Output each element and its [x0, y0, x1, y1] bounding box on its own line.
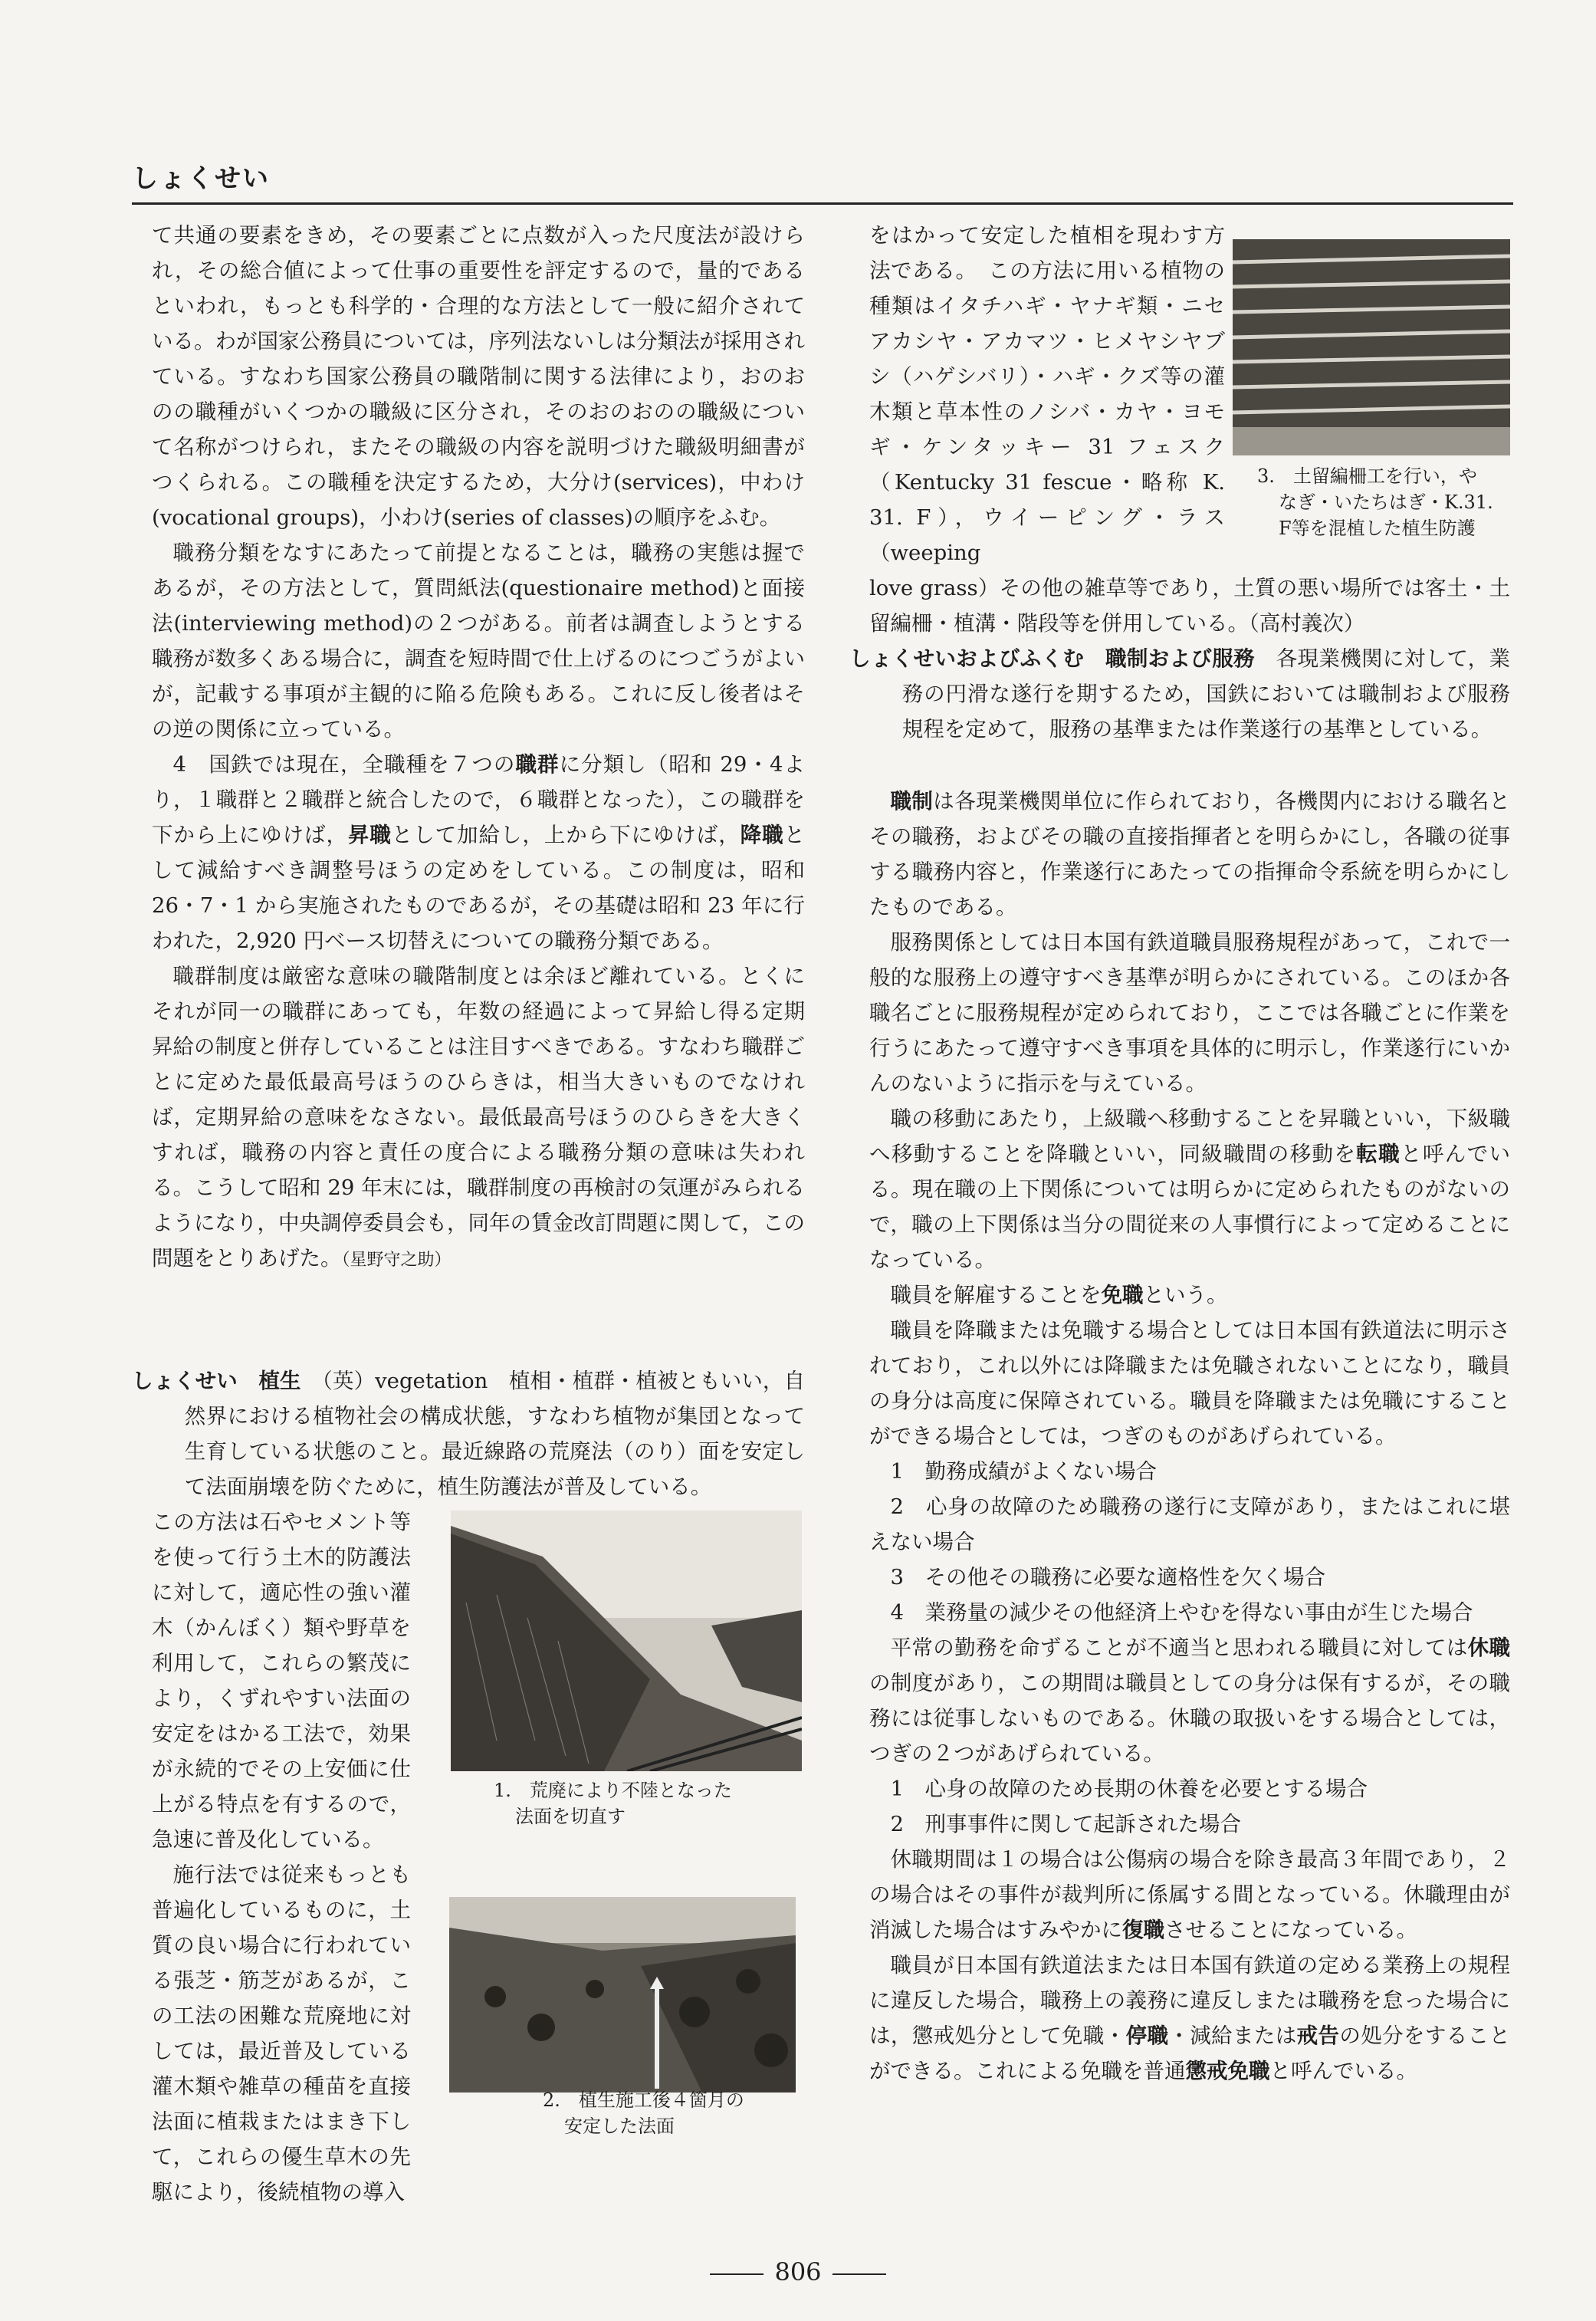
list-item: 2 刑事事件に関して起訴された場合	[890, 1812, 1241, 1836]
entry-headword: しょくせい 植生	[132, 1369, 301, 1393]
list-item: 1 勤務成績がよくない場合	[890, 1459, 1157, 1484]
entry-text: しょくせいおよびふくむ 職制および服務 各現業機関に対して，業務の円滑な遂行を期するため，国鉄においては職制および服務規程を定めて，服務の基準または作業遂行の基準としている。	[849, 646, 1511, 741]
author-credit: （星野守之助）	[341, 1251, 452, 1270]
right-column	[869, 570, 1510, 641]
entry-service	[849, 641, 1510, 747]
entry-text: しょくせい 植生 （英）vegetation 植相・植群・植被ともいい，自然界における植物社会の構成状態，すなわち植物が集団となって生育している状態のこと。最近線路の荒廃法（のり）面を安定して法面崩壊を防ぐために，植生防護法が普及している。	[132, 1369, 806, 1499]
keyword: 職群	[515, 752, 560, 777]
paragraph: 職制は各現業機関単位に作られており，各機関内における職名とその職務，およびその職の直接指揮者とを明らかにし，各職の従事する職務内容と，作業遂行にあたっての指揮命令系統を明らかにしたものである。	[869, 789, 1511, 919]
keyword: 免職	[1101, 1283, 1144, 1307]
paragraph: 職員を降職または免職する場合としては日本国有鉄道法に明示されており，これ以外には降職または免職されないことになり，職員の身分は高度に保障されている。職員を降職または免職にすることができる場合としては，つぎのものがあげられている。	[869, 1318, 1510, 1448]
figure-3-photo	[1233, 239, 1510, 455]
right-column-body	[869, 784, 1510, 2089]
keyword: 昇職	[347, 823, 392, 847]
paragraph: て共通の要素をきめ，その要素ごとに点数が入った尺度法が設けられ，その総合値によって仕事の重要性を評定するので，量的であるといわれ，もっとも科学的・合理的な方法として一般に紹介されている。わが国家公務員については，序列法ないしは分類法が採用されている。すなわち国家公務員の職階制に関する法律により，おのおのの職種がいくつかの職級に区分され，そのおのおのの職級について名称がつけられ，またその職級の内容を説明づけた職級明細書がつくられる。この職種を決定するため，大分け(services)，中わけ(vocational groups)，小わけ(series of classes)の順序をふむ。	[152, 223, 805, 530]
paragraph: love grass）その他の雑草等であり，土質の悪い場所では客土・土留編柵・植溝・階段等を併用している。（高村義次）	[869, 576, 1510, 636]
keyword: 復職	[1122, 1918, 1164, 1942]
left-column	[152, 218, 805, 1278]
right-narrow-column	[869, 218, 1225, 570]
figure-2-caption: 2. 植生施工後４箇月の 安定した法面	[543, 2089, 744, 2137]
header-rule	[132, 202, 1513, 205]
keyword: 懲戒免職	[1185, 2059, 1270, 2083]
entry-headword: しょくせいおよびふくむ 職制および服務	[849, 646, 1255, 671]
keyword: 職制	[890, 789, 934, 814]
paragraph: 職群制度は厳密な意味の職階制度とは余ほど離れている。とくにそれが同一の職群にあっても，年数の経過によって昇給し得る定期昇給の制度と併存していることは注目すべきである。すなわち職群ごとに定めた最低最高号ほうのひらきは，相当大きいものでなければ，定期昇給の意味をなさない。最低最高号ほうのひらきを大きくすれば，職務の内容と責任の度合による職務分類の意味は失われる。こうして昭和 29 年末には，職群制度の再検討の気運がみられるようになり，中央調停委員会も，同年の賃金改訂問題に関して，この問題をとりあげた。（星野守之助）	[152, 964, 805, 1271]
figure-3-caption: 3. 土留編柵工を行い，や なぎ・いたちはぎ・K.31. F等を混植した植生防護	[1257, 465, 1493, 539]
keyword: 降職	[740, 823, 784, 847]
figure-1-photo	[451, 1511, 802, 1771]
keyword: 休職	[1467, 1636, 1511, 1660]
paragraph: 職員が日本国有鉄道法または日本国有鉄道の定める業務上の規程に違反した場合，職務上の義務に違反しまたは職務を怠った場合には，懲戒処分として免職・停職・減給または戒告の処分をすることができる。これによる免職を普通懲戒免職と呼んでいる。	[869, 1953, 1511, 2083]
terraced-slope-photo	[1233, 239, 1510, 455]
paragraph: 休職期間は１の場合は公傷病の場合を除き最高３年間であり，２の場合はその事件が裁判所に係属する間となっている。休職理由が消滅した場合はすみやかに復職させることになっている。	[869, 1847, 1510, 1942]
paragraph: 職の移動にあたり，上級職へ移動することを昇職といい，下級職へ移動することを降職といい，同級職間の移動を転職と呼んでいる。現在職の上下関係については明らかに定められたものがないので，職の上下関係は当分の間従来の人事慣行によって定めることになっている。	[869, 1106, 1510, 1272]
paragraph: 職務分類をなすにあたって前提となることは，職務の実態は握であるが，その方法として，質問紙法(questionaire method)と面接法(interviewing method)の２つがある。前者は調査しようとする職務が数多くある場合に，調査を短時間で仕上げるのにつごうがよいが，記載する事項が主観的に陥る危険もある。これに反し後者はその逆の関係に立っている。	[152, 541, 805, 741]
paragraph: 服務関係としては日本国有鉄道職員服務規程があって，これで一般的な服務上の遵守すべき基準が明らかにされている。このほか各職名ごとに服務規程が定められており，ここでは各職ごとに作業を行うにあたって遵守すべき事項を具体的に明示し，作業遂行にいかんのないように指示を与えている。	[869, 930, 1510, 1096]
page-number: 806	[0, 2254, 1596, 2290]
page-header: しょくせい	[132, 163, 270, 194]
figure-1-caption: 1. 荒廃により不陸となった 法面を切直す	[494, 1780, 732, 1827]
keyword: 戒告	[1296, 2023, 1340, 2048]
list-item: 2 心身の故障のため職務の遂行に支障があり，またはこれに堪えない場合	[869, 1494, 1510, 1554]
vegetated-slope-photo	[449, 1897, 796, 2093]
keyword: 転職	[1356, 1142, 1401, 1166]
list-item: 4 業務量の減少その他経済上やむを得ない事由が生じた場合	[890, 1600, 1473, 1625]
paragraph: 平常の勤務を命ずることが不適当と思われる職員に対しては休職の制度があり，この期間は職員としての身分は保有するが，その職務には従事しないものである。休職の取扱いをする場合としては，つぎの２つがあげられている。	[869, 1636, 1511, 1766]
paragraph: 職員を解雇することを免職という。	[890, 1283, 1228, 1307]
left-narrow-column	[152, 1504, 411, 2210]
paragraph: この方法は石やセメント等を使って行う土木的防護法に対して，適応性の強い灌木（かんぼく）類や野草を利用して，これらの繁茂により，くずれやすい法面の安定をはかる工法で，効果が永続的でその上安価に仕上がる特点を有するので，急速に普及化している。	[152, 1510, 411, 1852]
entry-vegetation	[132, 1363, 805, 1504]
slope-photo	[451, 1511, 802, 1771]
list-item: 1 心身の故障のため長期の休養を必要とする場合	[890, 1777, 1368, 1801]
keyword: 停職	[1125, 2023, 1169, 2048]
paragraph: 施行法では従来もっとも普遍化しているものに，土質の良い場合に行われている張芝・筋芝があるが，この工法の困難な荒廃地に対しては，最近普及している灌木類や雑草の種苗を直接法面に植栽またはまき下して，これらの優生草木の先駆により，後続植物の導入	[152, 1862, 411, 2204]
paragraph: 4 国鉄では現在，全職種を７つの職群に分類し（昭和 29・4より，１職群と２職群と統合したので，６職群となった），この職群を下から上にゆけば，昇職として加給し，上から下にゆけば，降職として減給すべき調整号ほうの定めをしている。この制度は，昭和 26・7・1 から実施されたものであるが，その基礎は昭和 23 年に行われた，2,920 円ベース切替えについての職務分類である。	[152, 752, 806, 953]
figure-2-photo	[449, 1897, 796, 2093]
list-item: 3 その他その職務に必要な適格性を欠く場合	[890, 1565, 1325, 1590]
paragraph: をはかって安定した植相を現わす方法である。 この方法に用いる植物の種類はイタチハギ・ヤナギ類・ニセアカシヤ・アカマツ・ヒメヤシヤブシ（ハゲシバリ）・ハギ・クズ等の灌木類と草本性のノシバ・カヤ・ヨモギ・ケンタッキー 31 フェスク（Kentucky 31 fescue・略称 K. 31. F），ウイーピング・ラス（weeping	[869, 223, 1225, 565]
